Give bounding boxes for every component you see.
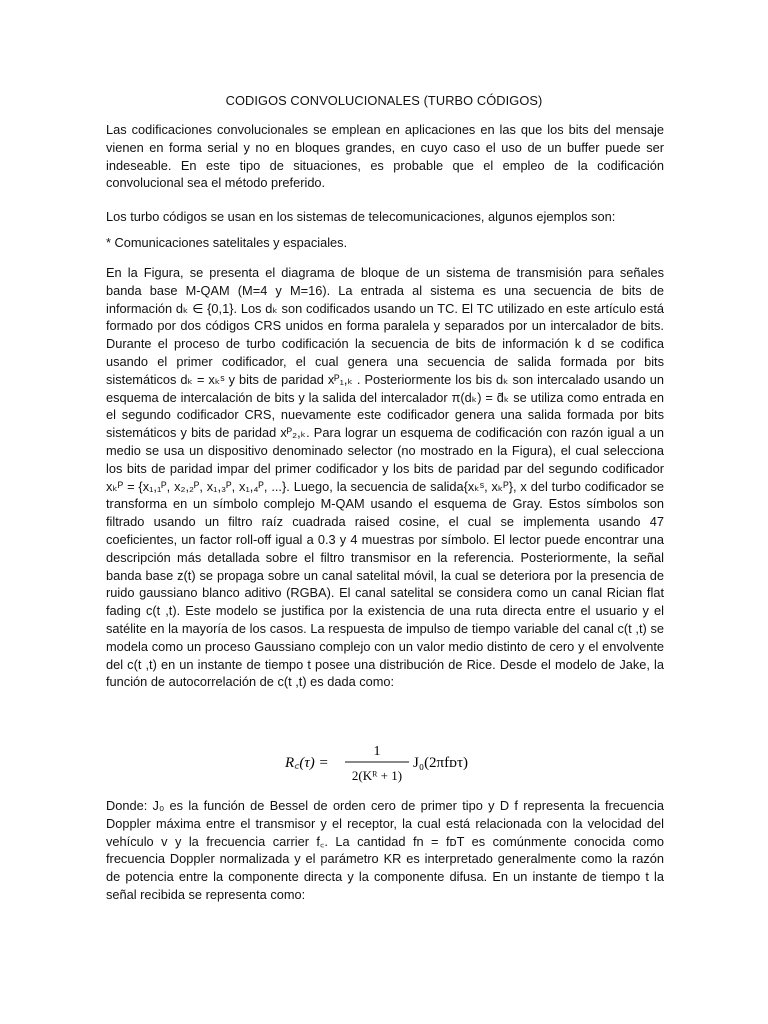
document-title: CODIGOS CONVOLUCIONALES (TURBO CÓDIGOS) [225, 93, 543, 108]
formula-rhs: J₀(2πfᴅτ) [413, 755, 469, 771]
formula-denominator: 2(Kᴿ + 1) [351, 768, 403, 783]
autocorrelation-formula [285, 738, 485, 788]
paragraph-uses: Los turbo códigos se usan en los sistemas de telecomunicaciones, algunos ejemplos son: [106, 209, 616, 224]
paragraph-bullet: * Comunicaciones satelitales y espaciales. [106, 235, 348, 250]
formula-lhs: R꜀(τ) = [285, 755, 329, 771]
formula-numerator: 1 [373, 744, 381, 759]
paragraph-where: Donde: J₀ es la función de Bessel de orden cero de primer tipo y D f representa la frecuencia Doppler máxima entre el transmisor y el receptor, la cual está relacionada con la velocidad del vehículo v y la frecuencia carrier f꜀. La cantidad fn = fᴅT es comúnmente conocida como frecuencia Doppler normalizada y el parámetro KR es interpretado generalmente como la razón de potencia entre la componente directa y la componente difusa. En un instante de tiempo t la señal recibida se representa como: [106, 798, 664, 902]
paragraph-intro: Las codificaciones convolucionales se emplean en aplicaciones en las que los bits del mensaje vienen en forma serial y no en bloques grandes, en cuyo caso el uso de un buffer puede ser indeseable. En este tipo de situaciones, es probable que el empleo de la codificación convolucional sea el método preferido. [106, 122, 664, 191]
paragraph-system-description: En la Figura, se presenta el diagrama de bloque de un sistema de transmisión para señales banda base M-QAM (M=4 y M=16). La entrada al sistema es una secuencia de bits de información dₖ ∈ {0,1}. Los dₖ son codificados usando un TC. El TC utilizado en este artículo está formado por dos códigos CRS unidos en forma paralela y separados por un intercalador de bits. Durante el proceso de turbo codificación la secuencia de bits de información k d se codifica usando el primer codificador, el cual genera una secuencia de salida formada por bits sistemáticos dₖ = xₖˢ y bits de paridad xᴾ₁,ₖ . Posteriormente los bis dₖ son intercalado usando un esquema de intercalación de bits y la salida del intercalador π(dₖ) = d̃ₖ se utiliza como entrada en el segundo codificador CRS, nuevamente este codificador genera una salida formada por bits sistemáticos y bits de paridad xᴾ₂,ₖ. Para lograr un esquema de codificación con razón igual a un medio se usa un dispositivo denominado selector (no mostrado en la Figura), el cual selecciona los bits de paridad impar del primer codificador y los bits de paridad par del segundo codificador xₖᴾ = {x₁,₁ᴾ, x₂,₂ᴾ, x₁,₃ᴾ, x₁,₄ᴾ, ...}. Luego, la secuencia de salida{xₖˢ, xₖᴾ}, x del turbo codificador se transforma en un símbolo complejo M-QAM usando el esquema de Gray. Estos símbolos son filtrado usando un filtro raíz cuadrada raised cosine, el cual se implementa usando 47 coeficientes, un factor roll-off igual a 0.3 y 4 muestras por símbolo. El lector puede encontrar una descripción más detallada sobre el filtro transmisor en la referencia. Posteriormente, la señal banda base z(t) se propaga sobre un canal satelital móvil, la cual se deteriora por la presencia de ruido gaussiano blanco aditivo (RGBA). El canal satelital se considera como un canal Rician flat fading c(t ,t). Este modelo se justifica por la existencia de una ruta directa entre el usuario y el satélite en la mayoría de los casos. La respuesta de impulso de tiempo variable del canal c(t ,t) se modela como un proceso Gaussiano complejo con un valor medio distinto de cero y el envolvente del c(t ,t) en un instante de tiempo t posee una distribución de Rice. Desde el modelo de Jake, la función de autocorrelación de c(t ,t) es dada como: [106, 265, 664, 690]
